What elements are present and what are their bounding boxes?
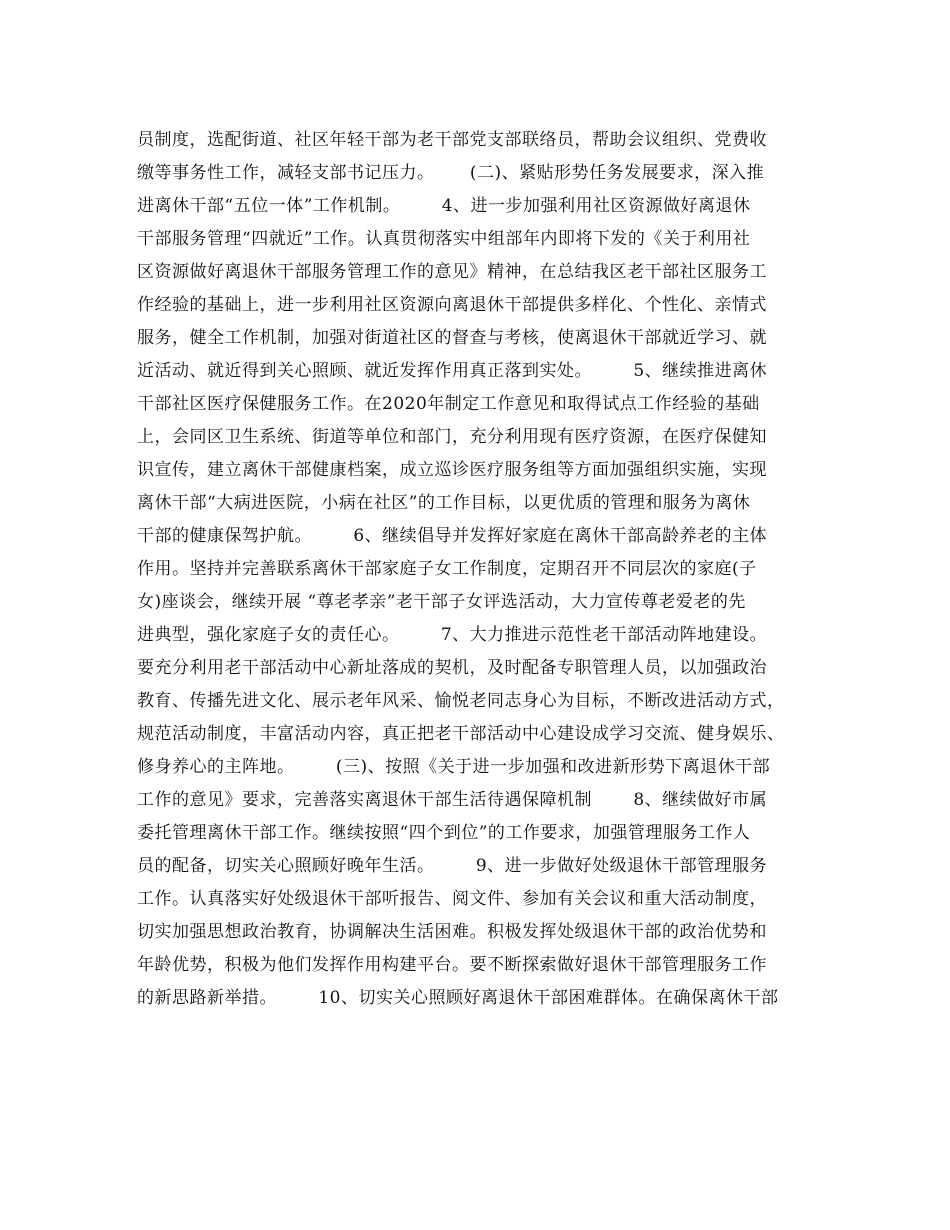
text-line: 干部的健康保驾护航。 6、继续倡导并发挥好家庭在离休干部高龄养老的主体 bbox=[137, 526, 768, 546]
text-line: 工作。认真落实好处级退休干部听报告、阅文件、参加有关会议和重大活动制度， bbox=[137, 889, 767, 909]
text-line: 员的配备，切实关心照顾好晚年生活。 9、进一步做好处级退休干部管理服务 bbox=[137, 856, 768, 876]
text-line: 区资源做好离退休干部服务管理工作的意见》精神，在总结我区老干部社区服务工 bbox=[137, 262, 767, 282]
text-line: 干部服务管理“四就近”工作。认真贯彻落实中组部年内即将下发的《关于利用社 bbox=[137, 229, 751, 249]
text-line: 进典型，强化家庭子女的责任心。 7、大力推进示范性老干部活动阵地建设。 bbox=[137, 625, 768, 645]
text-line: 干部社区医疗保健服务工作。在2020年制定工作意见和取得试点工作经验的基础 bbox=[137, 394, 760, 414]
text-line: 年龄优势，积极为他们发挥作用构建平台。要不断探索做好退休干部管理服务工作 bbox=[137, 955, 767, 975]
text-line: 切实加强思想政治教育，协调解决生活困难。积极发挥处级退休干部的政治优势和 bbox=[137, 922, 767, 942]
text-line: 离休干部“大病进医院，小病在社区”的工作目标，以更优质的管理和服务为离休 bbox=[137, 493, 751, 513]
text-line: 作用。坚持并完善联系离休干部家庭子女工作制度，定期召开不同层次的家庭(子 bbox=[137, 559, 757, 579]
text-line: 教育、传播先进文化、展示老年风采、愉悦老同志身心为目标，不断改进活动方式， bbox=[137, 691, 785, 711]
text-line: 工作的意见》要求，完善落实离退休干部生活待遇保障机制 8、继续做好市属 bbox=[137, 790, 768, 810]
text-line: 女)座谈会，继续开展 “尊老孝亲”老干部子女评选活动，大力宣传尊老爱老的先 bbox=[137, 592, 746, 612]
text-line: 员制度，选配街道、社区年轻干部为老干部党支部联络员，帮助会议组织、党费收 bbox=[137, 130, 767, 150]
text-line: 修身养心的主阵地。 (三)、按照《关于进一步加强和改进新形势下离退休干部 bbox=[137, 757, 771, 777]
text-line: 缴等事务性工作，减轻支部书记压力。 (二)、紧贴形势任务发展要求，深入推 bbox=[137, 163, 765, 183]
text-line: 的新思路新举措。 10、切实关心照顾好离退休干部困难群体。在确保离休干部 bbox=[137, 988, 779, 1008]
text-line: 进离休干部“五位一体”工作机制。 4、进一步加强利用社区资源做好离退休 bbox=[137, 196, 751, 216]
text-line: 识宣传，建立离休干部健康档案，成立巡诊医疗服务组等方面加强组织实施，实现 bbox=[137, 460, 767, 480]
text-line: 近活动、就近得到关心照顾、就近发挥作用真正落到实处。 5、继续推进离休 bbox=[137, 361, 768, 381]
text-line: 委托管理离休干部工作。继续按照“四个到位”的工作要求，加强管理服务工作人 bbox=[137, 823, 751, 843]
body-text bbox=[137, 124, 827, 1015]
text-line: 服务，健全工作机制，加强对街道社区的督查与考核，使离退休干部就近学习、就 bbox=[137, 328, 767, 348]
text-line: 规范活动制度，丰富活动内容，真正把老干部活动中心建设成学习交流、健身娱乐、 bbox=[137, 724, 785, 744]
text-line: 要充分利用老干部活动中心新址落成的契机，及时配备专职管理人员，以加强政治 bbox=[137, 658, 767, 678]
text-line: 作经验的基础上，进一步利用社区资源向离退休干部提供多样化、个性化、亲情式 bbox=[137, 295, 767, 315]
text-line: 上，会同区卫生系统、街道等单位和部门，充分利用现有医疗资源，在医疗保健知 bbox=[137, 427, 767, 447]
